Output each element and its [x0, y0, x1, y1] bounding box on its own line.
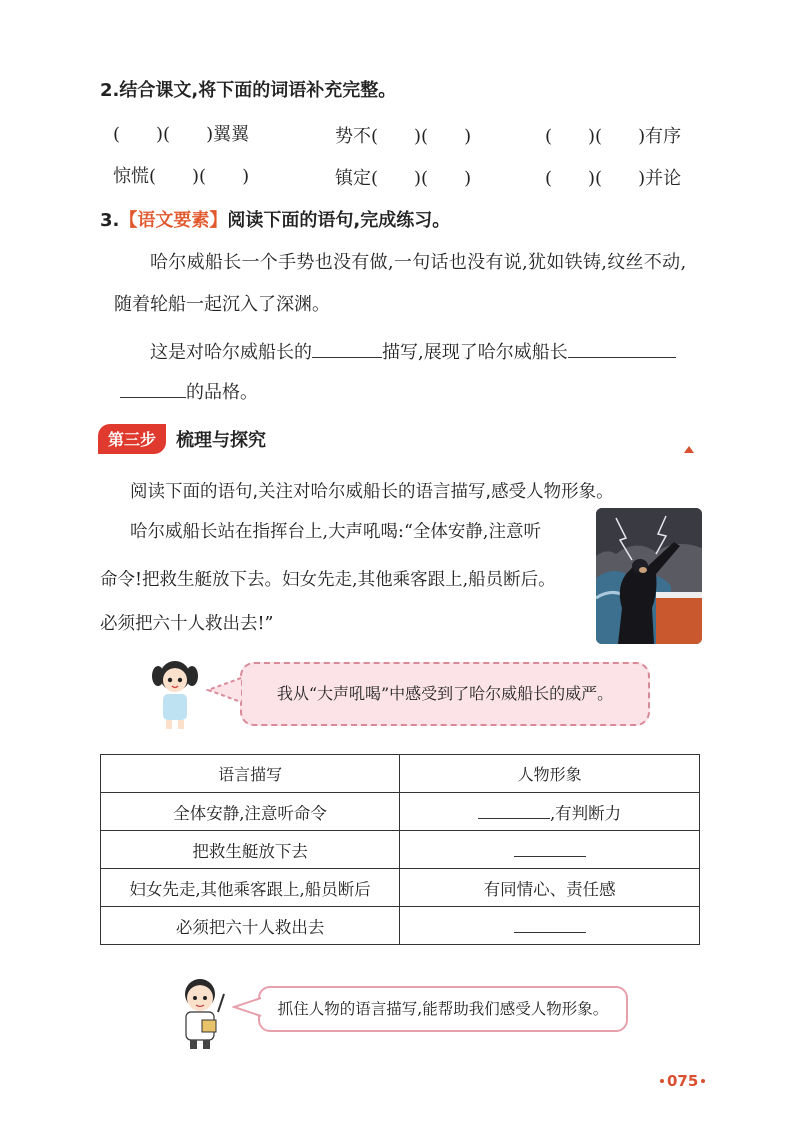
table-row — [101, 869, 700, 907]
table-blank[interactable] — [514, 914, 586, 933]
q3-blank-3[interactable] — [120, 379, 186, 398]
q3-fill-part1: 这是对哈尔威船长的 — [150, 342, 312, 363]
q2-item-4: 惊慌( )( ) — [113, 166, 250, 187]
table-blank[interactable] — [478, 800, 550, 819]
q3-passage-line1: 哈尔威船长一个手势也没有做,一句话也没有说,犹如铁铸,纹丝不动, — [150, 252, 687, 273]
language-description-table — [100, 754, 700, 945]
q3-tag: 【语文要素】 — [119, 210, 228, 231]
girl-avatar — [150, 652, 200, 730]
q3-fill-part3: 的品格。 — [186, 382, 258, 403]
table-row — [101, 831, 700, 869]
quote-line1: 哈尔威船长站在指挥台上,大声吼喝:“全体安静,注意听 — [130, 522, 541, 542]
q3-fill-line2 — [120, 378, 258, 404]
step3-instruction: 阅读下面的语句,关注对哈尔威船长的语言描写,感受人物形象。 — [130, 482, 614, 502]
ship-captain-illustration — [596, 508, 702, 644]
q3-passage-line2: 随着轮船一起沉入了深渊。 — [114, 294, 330, 315]
table-header-cell: 语言描写 — [101, 755, 400, 793]
q3-number: 3. — [100, 210, 120, 231]
q3-title — [100, 206, 450, 232]
table-cell: 妇女先走,其他乘客跟上,船员断后 — [101, 869, 400, 907]
dot-icon — [660, 1079, 664, 1083]
tip-text: 抓住人物的语言描写,能帮助我们感受人物形象。 — [277, 1000, 609, 1018]
table-cell: 把救生艇放下去 — [101, 831, 400, 869]
dot-icon — [701, 1079, 705, 1083]
table-row — [101, 907, 700, 945]
q3-blank-2[interactable] — [568, 339, 676, 358]
boy-avatar — [172, 970, 228, 1050]
q3-title-text: 阅读下面的语句,完成练习。 — [227, 210, 451, 231]
tip-bubble-tail-icon — [232, 996, 262, 1018]
bubble-tail-icon — [206, 676, 242, 704]
quote-line2: 命令!把救生艇放下去。妇女先走,其他乘客跟上,船员断后。 — [100, 570, 556, 590]
q2-item-5: 镇定( )( ) — [335, 168, 472, 189]
q3-fill-line1 — [150, 338, 676, 364]
q2-item-2: 势不( )( ) — [335, 126, 472, 147]
page-number-text: 075 — [667, 1072, 699, 1090]
table-blank[interactable] — [514, 838, 586, 857]
q3-blank-1[interactable] — [312, 339, 382, 358]
table-cell — [400, 831, 700, 869]
quote-line3: 必须把六十人救出去!” — [100, 614, 274, 634]
table-cell: 全体安静,注意听命令 — [101, 793, 400, 831]
speech-bubble-girl — [240, 662, 650, 726]
table-cell: 有同情心、责任感 — [400, 869, 700, 907]
table-row — [101, 793, 700, 831]
q2-item-6: ( )( )并论 — [545, 168, 682, 189]
step3-badge: 第三步 — [98, 424, 166, 454]
table-cell — [400, 793, 700, 831]
q2-item-1: ( )( )翼翼 — [113, 124, 250, 145]
corner-mark-icon — [684, 446, 694, 453]
step3-header — [98, 424, 266, 454]
q2-title: 2.结合课文,将下面的词语补充完整。 — [100, 80, 397, 101]
speech-bubble-girl-text: 我从“大声吼喝”中感受到了哈尔威船长的威严。 — [276, 684, 614, 703]
table-cell: 必须把六十人救出去 — [101, 907, 400, 945]
tip-bubble — [258, 986, 628, 1032]
table-cell — [400, 907, 700, 945]
table-header-cell: 人物形象 — [400, 755, 700, 793]
step3-title: 梳理与探究 — [176, 430, 267, 451]
table-cell-text: ,有判断力 — [549, 803, 622, 823]
table-header-row — [101, 755, 700, 793]
q3-fill-part2: 描写,展现了哈尔威船长 — [382, 342, 568, 363]
q2-item-3: ( )( )有序 — [545, 126, 682, 147]
page-number — [660, 1072, 705, 1090]
